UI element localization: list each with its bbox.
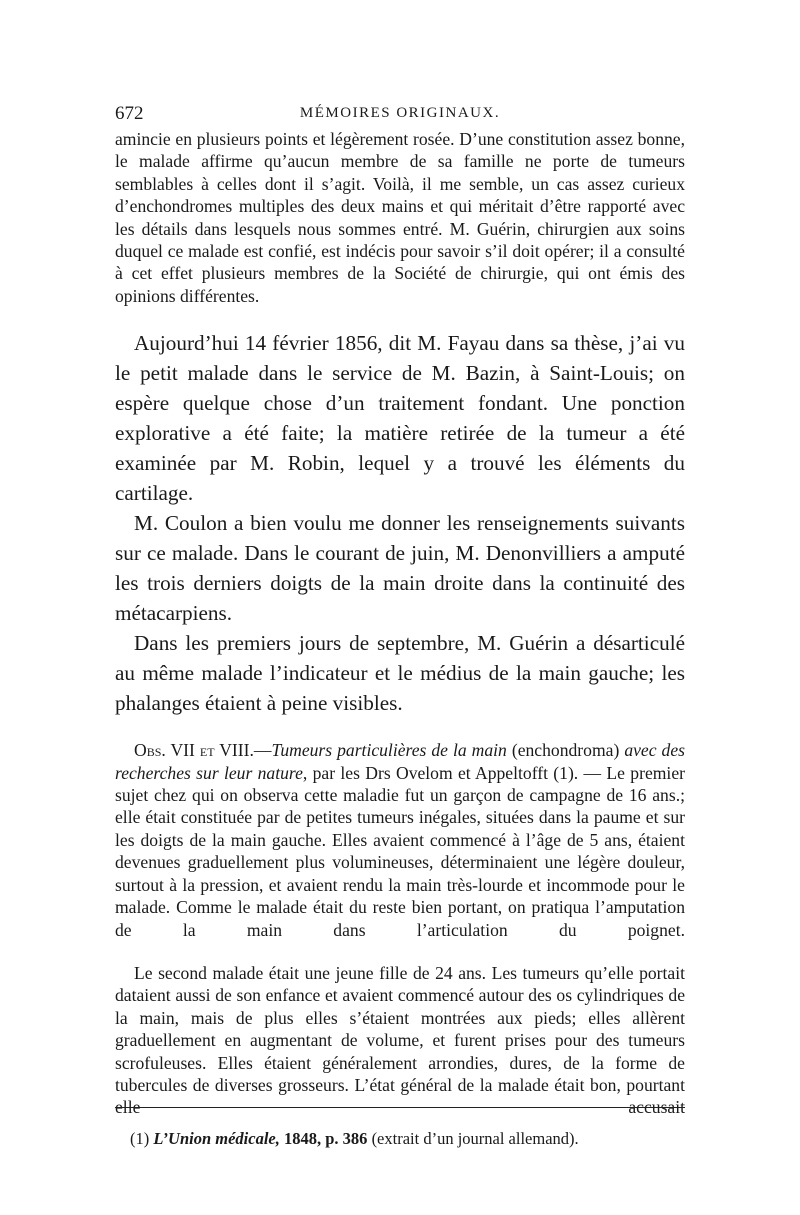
observation-dash: — bbox=[253, 740, 272, 761]
footnote-source: L’Union médicale, bbox=[153, 1129, 280, 1148]
body-text bbox=[115, 128, 685, 1119]
paragraph-guerin: Dans les premiers jours de septembre, M. Guérin a désarticulé au même malade l’indicateur et le médius de la main gauche; les phalanges étaient à peine visibles. bbox=[115, 631, 685, 716]
page-header bbox=[115, 103, 685, 127]
paragraph-fayau: Aujourd’hui 14 février 1856, dit M. Fayau dans sa thèse, j’ai vu le petit malade dans le service de M. Bazin, à Saint-Louis; on espère quelque chose d’un traitement fondant. Une ponction explorative a été faite; la matière retirée de la tumeur a été examinée par M. Robin, lequel y a trouvé les éléments du cartilage. bbox=[115, 331, 685, 506]
observation-parenthetical: (enchondroma) bbox=[506, 740, 625, 761]
footnote-reference: 1848, p. 386 bbox=[279, 1129, 368, 1148]
running-title: MÉMOIRES ORIGINAUX. bbox=[299, 105, 501, 121]
paragraph-coulon: M. Coulon a bien voulu me donner les renseignements suivants sur ce malade. Dans le courant de juin, M. Denonvilliers a amputé les trois derniers doigts de la main droite dans la continuité des métacarpiens. bbox=[115, 511, 685, 626]
paragraph-continuation: amincie en plusieurs points et légèrement rosée. D’une constitution assez bonne, le malade affirme qu’aucun membre de sa famille ne porte de tumeurs semblables à celles dont il s’agit. Voilà, il me semble, un cas assez curieux d’enchondromes multiples des deux mains et qui méritait d’être rapporté avec les détails dans lesquels nous sommes entré. M. Guérin, chirurgien aux soins duquel ce malade est confié, est indécis pour savoir s’il doit opérer; il a consulté à cet effet plusieurs membres de la Société de chirurgie, qui ont émis des opinions différentes. bbox=[115, 129, 685, 306]
observation-body: , par les Drs Ovelom et Appeltofft (1). — Le premier sujet chez qui on observa cette maladie fut un garçon de campagne de 16 ans.; elle était constituée par de petites tumeurs inégales, situées dans la paume et sur les doigts de la main gauche. Elles avaient commencé à l’âge de 5 ans, étaient devenues graduellement plus volumineuses, déterminaient une légère douleur, surtout à la pression, et avaient rendu la main très-lourde et incommode pour le malade. Comme le malade était du reste bien portant, on pratiqua l’amputation de la main dans l’articulation du poignet. bbox=[115, 762, 685, 940]
observation-subtitle: avec des recherches sur leur nature bbox=[115, 740, 685, 783]
footnote-marker: (1) bbox=[130, 1129, 154, 1148]
footnote-rule bbox=[115, 1107, 685, 1108]
footnote bbox=[130, 1129, 685, 1149]
observation-label: Obs. VII et VIII. bbox=[134, 740, 254, 761]
paragraph-second-patient: Le second malade était une jeune fille de 24 ans. Les tumeurs qu’elle portait dataient aussi de son enfance et avaient commencé autour des os cylindriques de la main, mais de plus elles s’étaient montrées aux pieds; elles allèrent graduellement en augmentant de volume, et furent prises pour des tumeurs scrofuleuses. Elles étaient généralement arrondies, dures, de la forme de tubercules de diverses grosseurs. L’état général de la malade était bon, pourtant elle accusait bbox=[115, 962, 685, 1118]
footnote-note: (extrait d’un journal allemand). bbox=[367, 1129, 579, 1148]
page-number: 672 bbox=[115, 103, 144, 124]
observation-title: Tumeurs particulières de la main bbox=[271, 740, 507, 761]
paragraph-observation bbox=[115, 739, 685, 941]
